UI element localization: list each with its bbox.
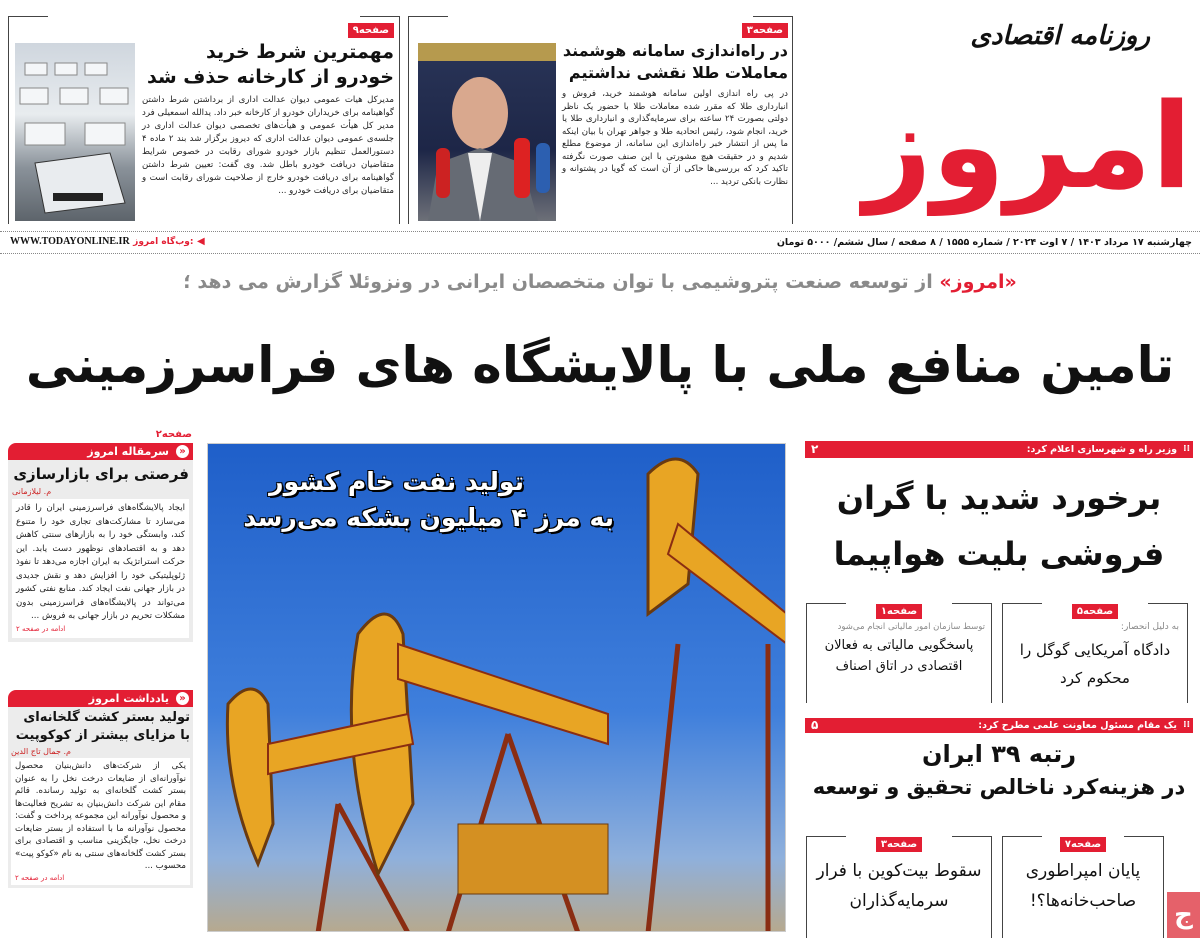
double-chevron-icon: « — [174, 690, 191, 707]
page-badge[interactable]: صفحه۷ — [1060, 837, 1106, 852]
masthead-subtitle: روزنامه اقتصادی — [970, 21, 1150, 51]
section-label: سرمقاله امروز — [87, 445, 169, 458]
note-section-bar — [8, 690, 193, 707]
editorial-page-ref[interactable]: صفحه۲ — [155, 429, 192, 440]
section-label: یادداشت امروز — [88, 692, 169, 705]
story-kicker: وزیر راه و شهرسازی اعلام کرد: — [1026, 444, 1177, 455]
editorial-section-bar — [8, 443, 193, 460]
story-kicker: یک مقام مسئول معاونت علمی مطرح کرد: — [978, 720, 1177, 731]
note-author: م. جمال تاج الدین — [11, 747, 71, 756]
page-badge[interactable]: صفحه۵ — [1072, 604, 1118, 619]
story-kicker-bar — [805, 718, 1193, 733]
page-badge[interactable]: صفحه۱ — [876, 604, 922, 619]
note-box — [8, 707, 193, 888]
box-kicker: توسط سازمان امور مالیاتی انجام می‌شود — [837, 622, 985, 632]
headline-line: در هزینه‌کرد ناخالص تحقیق و توسعه — [812, 775, 1186, 799]
kicker-brand: «امروز» — [939, 271, 1017, 293]
editorial-headline[interactable]: فرصتی برای بازارسازی — [13, 465, 189, 483]
caption-line: تولید نفت خام کشور — [269, 467, 524, 496]
website-link[interactable] — [10, 235, 240, 249]
top-story-car[interactable] — [8, 16, 400, 224]
divider — [0, 231, 1200, 232]
box-headline[interactable]: دادگاه آمریکایی گوگل را محکوم کرد — [1019, 641, 1171, 687]
page-number[interactable]: ۵ — [811, 718, 819, 732]
box-headline[interactable]: پاسخگویی مالیاتی به فعالان اقتصادی در اتاق اصناف — [824, 638, 974, 674]
car-lot-photo — [15, 43, 135, 221]
website-label: وب‌گاه امروز: — [133, 237, 194, 247]
continued-link[interactable]: ادامه در صفحه ۲ — [16, 624, 66, 633]
arrow-icon: ◀ — [196, 236, 205, 247]
kicker — [20, 268, 1180, 296]
double-chevron-icon: « — [174, 443, 191, 460]
story-body: مدیرکل هیات عمومی دیوان عدالت اداری از برداشتن شرط داشتن گواهینامه برای خریداران خودرو از کارخانه خبر داد. یدالله اسمعیلی فرد مدیر کل هیأت عمومی و هیأت‌های تخصصی دیوان عدالت اداری در جلسه‌ی عمومی دیوان عدالت اداری که دیروز برگزار شد بند ۲ ماده ۴ دستورالعمل تنظیم بازار خودرو شورای رقابت در خصوص شرایط متقاضیان دریافت خودرو باطل شد. وی گفت: تعیین شرط داشتن گواهینامه برای دریافت خودرو خارج از صلاحیت شورای رقابت است و متقاضیان برای دریافت خودرو ... — [142, 95, 394, 196]
story-body: در پی راه اندازی اولین سامانه هوشمند خرید، فروش و انبارداری طلا که مقرر شده معاملات طلا با حضور یک ناظر دولتی بصورت ۲۴ ساعته برای سرمایه‌گذاری و انبارداری طلا یا خرید، انجام شود، رئیس اتحادیه طلا و جواهر تهران با بیان اینکه ما پس از انتشار خبر راه‌اندازی این سامانه، از موضوع مطلع شدیم و در حقیقت هیچ مشورتی با این صنف صورت نگرفته تاکید کرد که بررسی‌ها حاکی از آن است که گویا در پشتوانه و نظارت بانکی تردید ... — [562, 89, 789, 187]
caption-line: به مرز ۴ میلیون بشکه می‌رسد — [243, 503, 614, 532]
continued-link[interactable]: ادامه در صفحه ۲ — [15, 873, 65, 882]
divider — [0, 253, 1200, 254]
editorial-body: ایجاد پالایشگاه‌های فراسرزمینی ایران را قادر می‌سازد تا مشارکت‌های تجاری خود را متنوع کند، وابستگی خود را به بازارهای سنتی کاهش دهد و به اقتصادهای نوظهور دست یابد. این حرکت استراتژیک به ایران اجازه می‌دهد تا نفوذ ژئوپلیتیکی خود را افزایش دهد و نقش جدیدی در بازار جهانی نفت ایجاد کند. منابع نفتی کشور می‌تواند در پالایشگاه‌های فراسرزمینی بدون مشکلات تحریم در بازار جهانی به فروش ... — [16, 503, 185, 621]
oil-pump-photo[interactable] — [207, 443, 786, 932]
box-headline[interactable]: سقوط بیت‌کوین با فرار سرمایه‌گذاران — [816, 861, 982, 911]
corner-tag[interactable]: ج — [1167, 892, 1200, 938]
editorial-author: م. لیلازمانی — [12, 487, 52, 496]
grid-dots-icon: ⁞⁞ — [1183, 444, 1190, 454]
headline-line: رتبه ۳۹ ایران — [921, 740, 1077, 768]
story-kicker-bar — [805, 441, 1193, 458]
editorial-box — [8, 460, 193, 642]
story-headline[interactable]: در راه‌اندازی سامانه هوشمند معاملات طلا نقشی نداشتیم — [562, 41, 788, 82]
top-story-gold[interactable] — [408, 16, 793, 224]
story-headline[interactable]: مهمترین شرط خرید خودرو از کارخانه حذف شد — [146, 41, 394, 88]
page-badge[interactable]: صفحه۳ — [876, 837, 922, 852]
story-headline[interactable] — [805, 736, 1193, 802]
page-badge[interactable]: صفحه۳ — [742, 23, 788, 38]
main-headline[interactable]: تامین منافع ملی با پالایشگاه های فراسرزمینی — [25, 336, 1175, 394]
note-body: یکی از شرکت‌های دانش‌بنیان محصول نوآورانه‌ای از ضایعات درخت نخل را به عنوان بستر کشت گلخانه‌ای به تولید رسانده. قائم مقام این شرکت دانش‌بنیان به تشریح فعالیت‌ها و محصول نوآورانه این مجموعه پرداخت و گفت: محصول نوآورانه ما با استفاده از بستر ضایعات درخت نخل، جایگزینی مناسب و اقتصادی برای بستر کشت گلخانه‌های سنتی به نام «کوکو پیت» محسوب ... — [15, 761, 186, 871]
news-box[interactable] — [1002, 603, 1188, 703]
page-badge[interactable]: صفحه۹ — [348, 23, 394, 38]
box-kicker: به دلیل انحصار: — [1120, 622, 1179, 632]
photo-caption — [214, 464, 614, 536]
grid-dots-icon: ⁞⁞ — [1183, 720, 1190, 730]
news-box[interactable] — [806, 603, 992, 703]
news-box[interactable] — [806, 836, 992, 938]
website-url[interactable]: WWW.TODAYONLINE.IR — [10, 236, 130, 247]
news-box[interactable] — [1002, 836, 1164, 938]
box-headline[interactable]: پایان امپراطوری صاحب‌خانه‌ها؟! — [1025, 861, 1141, 911]
story-headline[interactable]: برخورد شدید با گران فروشی بلیت هواپیما — [833, 479, 1165, 573]
kicker-text: از توسعه صنعت پتروشیمی با توان متخصصان ایرانی در ونزوئلا گزارش می دهد ؛ — [183, 271, 933, 293]
page-number[interactable]: ۲ — [811, 442, 819, 456]
masthead-logo[interactable]: امروز — [863, 77, 1192, 215]
press-conference-photo — [418, 43, 556, 221]
note-headline[interactable]: تولید بستر کشت گلخانه‌ای با مزایای بیشتر از کوکوپیت — [15, 710, 190, 743]
dateline: چهارشنبه ۱۷ مرداد ۱۴۰۳ / ۷ اوت ۲۰۲۴ / شماره ۱۵۵۵ / ۸ صفحه / سال ششم/ ۵۰۰۰ تومان — [776, 237, 1192, 248]
